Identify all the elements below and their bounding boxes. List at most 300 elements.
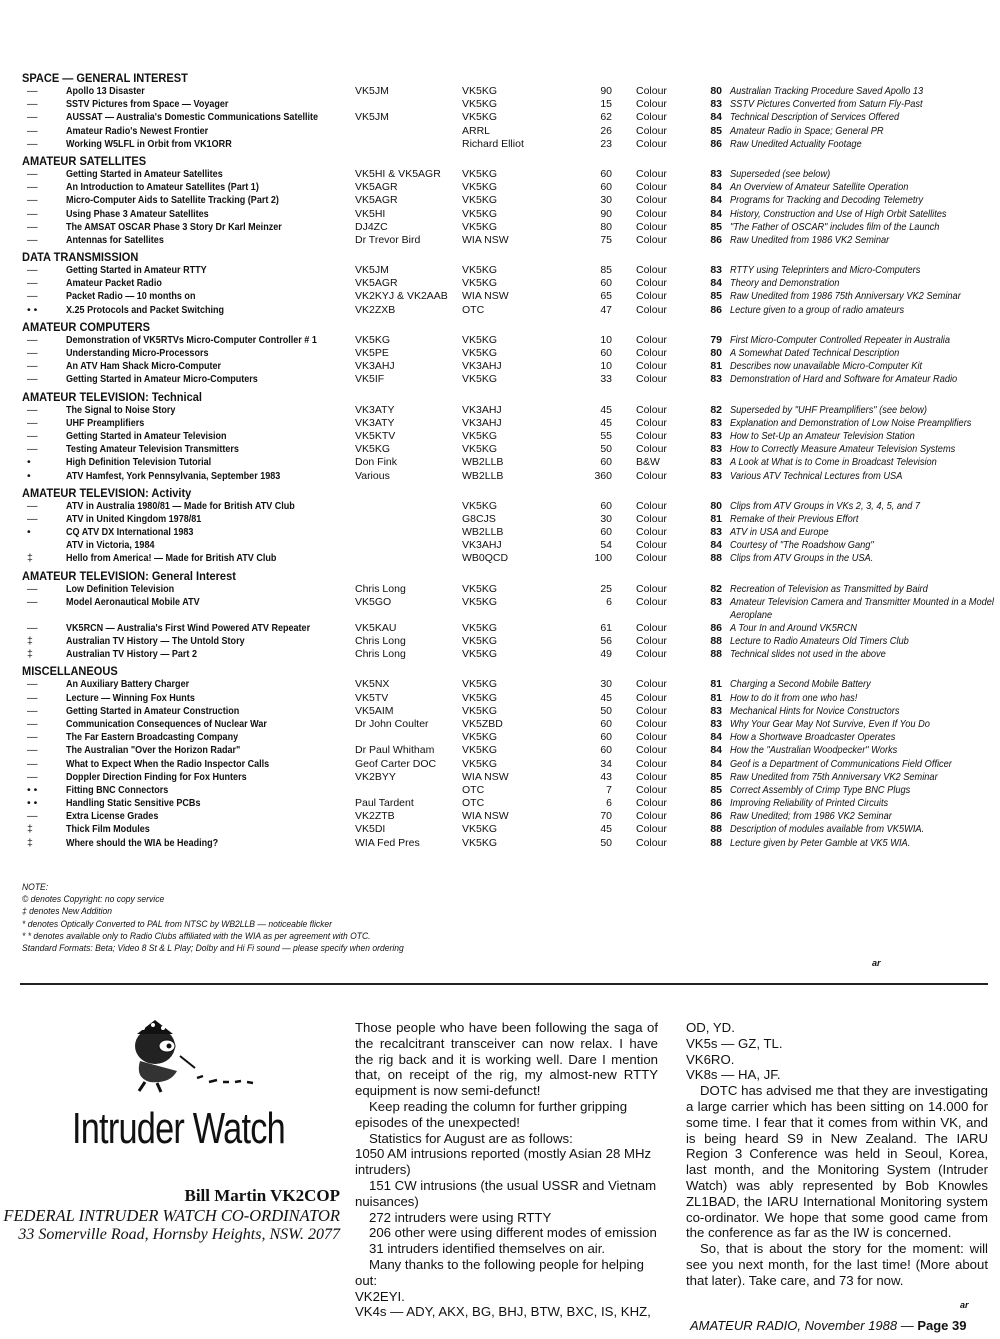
description: Charging a Second Mobile Battery bbox=[730, 678, 871, 691]
section-heading: AMATEUR TELEVISION: Technical bbox=[22, 389, 202, 404]
catalog-row bbox=[22, 797, 997, 810]
row-mark: — bbox=[27, 499, 38, 512]
description: A Tour In and Around VK5RCN bbox=[730, 621, 857, 634]
presenter: Chris Long bbox=[355, 648, 406, 661]
year: 86 bbox=[710, 137, 722, 150]
duration-minutes: 45 bbox=[600, 691, 612, 704]
article-end-mark: ar bbox=[960, 1300, 969, 1310]
catalog-row bbox=[22, 705, 997, 718]
distributor: VK5KG bbox=[462, 704, 498, 717]
row-mark: — bbox=[27, 443, 38, 456]
video-title: Getting Started in Amateur Micro-Computers bbox=[66, 373, 258, 386]
year: 81 bbox=[710, 678, 722, 691]
distributor: VK5KG bbox=[462, 691, 498, 704]
video-title: ATV in United Kingdom 1978/81 bbox=[66, 512, 202, 525]
description: Explanation and Demonstration of Low Noise Preamplifiers bbox=[730, 416, 972, 429]
distributor: WIA NSW bbox=[462, 810, 509, 823]
description: Raw Unedited; from 1986 VK2 Seminar bbox=[730, 810, 892, 823]
distributor: VK5KG bbox=[462, 443, 498, 456]
video-title: The AMSAT OSCAR Phase 3 Story Dr Karl Meinzer bbox=[66, 220, 282, 233]
description: Demonstration of Hard and Software for Amateur Radio bbox=[730, 373, 958, 386]
duration-minutes: 7 bbox=[606, 783, 612, 796]
year: 84 bbox=[710, 539, 722, 552]
video-title: The Australian "Over the Horizon Radar" bbox=[66, 744, 241, 757]
article-paragraph: Statistics for August are as follows: bbox=[369, 1130, 573, 1146]
video-title: What to Expect When the Radio Inspector Calls bbox=[66, 757, 270, 770]
format: Colour bbox=[636, 744, 667, 757]
description: Describes now unavailable Micro-Computer Kit bbox=[730, 360, 923, 373]
year: 88 bbox=[710, 836, 722, 849]
duration-minutes: 90 bbox=[600, 207, 612, 220]
description: ATV in USA and Europe bbox=[730, 526, 829, 539]
duration-minutes: 62 bbox=[600, 111, 612, 124]
catalog-row bbox=[22, 678, 997, 691]
catalog-row bbox=[22, 539, 997, 552]
catalog-row bbox=[22, 810, 997, 823]
duration-minutes: 60 bbox=[600, 499, 612, 512]
row-mark: — bbox=[27, 207, 38, 220]
format: Colour bbox=[636, 85, 667, 97]
duration-minutes: 60 bbox=[600, 717, 612, 730]
description: Description of modules available from VK5WIA. bbox=[730, 823, 925, 836]
presenter: VK5HI bbox=[355, 207, 386, 220]
format: Colour bbox=[636, 347, 667, 359]
duration-minutes: 45 bbox=[600, 823, 612, 836]
format: Colour bbox=[636, 124, 667, 137]
row-mark: — bbox=[27, 595, 38, 608]
catalog-row bbox=[22, 744, 997, 757]
description: Superseded (see below) bbox=[730, 167, 831, 180]
video-title: Apollo 13 Disaster bbox=[66, 85, 145, 97]
distributor: G8CJS bbox=[462, 512, 496, 525]
catalog-row bbox=[22, 552, 997, 565]
video-title: Understanding Micro-Processors bbox=[66, 347, 209, 359]
distributor: VK5KG bbox=[462, 111, 498, 124]
presenter: VK2BYY bbox=[355, 770, 396, 783]
format: Colour bbox=[636, 648, 667, 661]
description: Superseded by "UHF Preamplifiers" (see below) bbox=[730, 403, 927, 416]
catalog-row bbox=[22, 234, 997, 247]
row-mark: — bbox=[27, 181, 38, 194]
distributor: VK5KG bbox=[462, 181, 498, 194]
presenter: Don Fink bbox=[355, 456, 398, 469]
distributor: VK3AHJ bbox=[462, 539, 502, 552]
article-paragraph: Keep reading the column for further gripping episodes of the unexpected! bbox=[355, 1098, 628, 1130]
video-title: Lecture — Winning Fox Hunts bbox=[66, 691, 195, 704]
format: Colour bbox=[636, 621, 667, 634]
video-title: Where should the WIA be Heading? bbox=[66, 836, 219, 849]
presenter: Various bbox=[355, 469, 390, 482]
distributor: WB2LLB bbox=[462, 526, 504, 539]
duration-minutes: 60 bbox=[600, 347, 612, 359]
video-title: Amateur Radio's Newest Frontier bbox=[66, 124, 209, 137]
presenter: Dr Trevor Bird bbox=[355, 233, 421, 246]
page-number: Page 39 bbox=[917, 1318, 967, 1333]
format: Colour bbox=[636, 303, 667, 316]
row-mark: — bbox=[27, 582, 38, 595]
year: 83 bbox=[710, 373, 722, 386]
description: Technical Description of Services Offered bbox=[730, 111, 900, 124]
presenter: VK2ZTB bbox=[355, 810, 395, 823]
catalog-row bbox=[22, 470, 997, 483]
video-title: Amateur Packet Radio bbox=[66, 277, 162, 290]
video-title: Getting Started in Amateur Satellites bbox=[66, 167, 223, 180]
catalog-row bbox=[22, 526, 997, 539]
presenter: VK5PE bbox=[355, 347, 389, 359]
distributor: VK5KG bbox=[462, 836, 498, 849]
presenter: VK5TV bbox=[355, 691, 389, 704]
description: A Look at What is to Come in Broadcast Television bbox=[730, 456, 937, 469]
row-mark: — bbox=[27, 111, 38, 124]
year: 88 bbox=[710, 648, 722, 661]
distributor: VK5KG bbox=[462, 429, 498, 442]
year: 80 bbox=[710, 85, 722, 97]
video-title: Australian TV History — Part 2 bbox=[66, 648, 197, 661]
duration-minutes: 45 bbox=[600, 416, 612, 429]
duration-minutes: 55 bbox=[600, 429, 612, 442]
duration-minutes: 26 bbox=[600, 124, 612, 137]
row-mark: — bbox=[27, 98, 38, 111]
format: Colour bbox=[636, 220, 667, 233]
duration-minutes: 60 bbox=[600, 731, 612, 744]
format: Colour bbox=[636, 207, 667, 220]
year: 85 bbox=[710, 770, 722, 783]
distributor: VK5KG bbox=[462, 823, 498, 836]
distributor: VK3AHJ bbox=[462, 360, 502, 373]
row-mark: • • bbox=[27, 783, 38, 796]
duration-minutes: 50 bbox=[600, 836, 612, 849]
article-paragraph: VK2EYI. bbox=[355, 1288, 405, 1304]
format: Colour bbox=[636, 704, 667, 717]
duration-minutes: 50 bbox=[600, 704, 612, 717]
catalog-row bbox=[22, 168, 997, 181]
description: Clips from ATV Groups in the USA. bbox=[730, 552, 874, 565]
row-mark: — bbox=[27, 731, 38, 744]
video-title: Fitting BNC Connectors bbox=[66, 783, 169, 796]
presenter: VK5JM bbox=[355, 264, 389, 277]
duration-minutes: 56 bbox=[600, 635, 612, 647]
format: Colour bbox=[636, 264, 667, 277]
end-mark: ar bbox=[872, 958, 881, 968]
row-mark: • • bbox=[27, 303, 38, 316]
description: Courtesy of "The Roadshow Gang" bbox=[730, 539, 874, 552]
video-title: Demonstration of VK5RTVs Micro-Computer Controller # 1 bbox=[66, 333, 317, 346]
year: 88 bbox=[710, 635, 722, 647]
format: Colour bbox=[636, 443, 667, 456]
year: 85 bbox=[710, 220, 722, 233]
video-title: Antennas for Satellites bbox=[66, 233, 164, 246]
format: Colour bbox=[636, 823, 667, 836]
year: 84 bbox=[710, 207, 722, 220]
catalog-row bbox=[22, 290, 997, 303]
row-mark: • bbox=[27, 469, 31, 482]
description: Geof is a Department of Communications Field Officer bbox=[730, 757, 952, 770]
format: Colour bbox=[636, 552, 667, 565]
format: Colour bbox=[636, 836, 667, 849]
description: First Micro-Computer Controlled Repeater in Australia bbox=[730, 333, 950, 346]
distributor: WB2LLB bbox=[462, 456, 504, 469]
video-title: Working W5LFL in Orbit from VK1ORR bbox=[66, 137, 232, 150]
video-title: An Introduction to Amateur Satellites (Part 1) bbox=[66, 181, 259, 194]
description: How to do it from one who has! bbox=[730, 691, 858, 704]
video-title: Communication Consequences of Nuclear War bbox=[66, 717, 267, 730]
video-title: VK5RCN — Australia's First Wind Powered ATV Repeater bbox=[66, 621, 311, 634]
section-heading: AMATEUR TELEVISION: General Interest bbox=[22, 568, 236, 583]
distributor: OTC bbox=[462, 783, 485, 796]
presenter: VK5HI & VK5AGR bbox=[355, 167, 441, 180]
catalog-row bbox=[22, 596, 997, 622]
description: History, Construction and Use of High Orbit Satellites bbox=[730, 207, 947, 220]
format: Colour bbox=[636, 526, 667, 539]
row-mark: • bbox=[27, 526, 31, 539]
year: 82 bbox=[710, 403, 722, 416]
presenter: VK5AGR bbox=[355, 181, 398, 194]
duration-minutes: 54 bbox=[600, 539, 612, 552]
catalog-row bbox=[22, 443, 997, 456]
format: Colour bbox=[636, 731, 667, 744]
catalog-row bbox=[22, 334, 997, 347]
distributor: VK5KG bbox=[462, 648, 498, 661]
distributor: VK5KG bbox=[462, 194, 498, 207]
row-mark: — bbox=[27, 691, 38, 704]
section-heading: AMATEUR SATELLITES bbox=[22, 153, 147, 168]
description: Correct Assembly of Crimp Type BNC Plugs bbox=[730, 783, 911, 796]
duration-minutes: 25 bbox=[600, 582, 612, 595]
note-line: * denotes Optically Converted to PAL from NTSC by WB2LLB — noticeable flicker bbox=[22, 918, 333, 930]
catalog-row bbox=[22, 456, 997, 469]
description: Technical slides not used in the above bbox=[730, 648, 886, 661]
catalog-row bbox=[22, 125, 997, 138]
duration-minutes: 49 bbox=[600, 648, 612, 661]
row-mark: — bbox=[27, 717, 38, 730]
catalog-row bbox=[22, 277, 997, 290]
catalog-row bbox=[22, 771, 997, 784]
video-title: Low Definition Television bbox=[66, 582, 175, 595]
row-mark: ‡ bbox=[27, 552, 33, 565]
duration-minutes: 60 bbox=[600, 744, 612, 757]
distributor: OTC bbox=[462, 303, 485, 316]
year: 86 bbox=[710, 233, 722, 246]
distributor: WIA NSW bbox=[462, 770, 509, 783]
format: Colour bbox=[636, 181, 667, 194]
catalog-row bbox=[22, 181, 997, 194]
year: 80 bbox=[710, 499, 722, 512]
description: Clips from ATV Groups in VKs 2, 3, 4, 5, and 7 bbox=[730, 499, 921, 512]
format: Colour bbox=[636, 290, 667, 303]
duration-minutes: 30 bbox=[600, 194, 612, 207]
duration-minutes: 15 bbox=[600, 98, 612, 111]
format: Colour bbox=[636, 137, 667, 150]
description: Improving Reliability of Printed Circuits bbox=[730, 797, 889, 810]
presenter: VK5JM bbox=[355, 111, 389, 124]
video-title: High Definition Television Tutorial bbox=[66, 456, 212, 469]
row-mark: — bbox=[27, 416, 38, 429]
year: 83 bbox=[710, 456, 722, 469]
duration-minutes: 50 bbox=[600, 443, 612, 456]
article-column-middle bbox=[355, 1020, 658, 1320]
format: Colour bbox=[636, 111, 667, 124]
presenter: VK3ATY bbox=[355, 403, 395, 416]
video-title: UHF Preamplifiers bbox=[66, 416, 145, 429]
year: 84 bbox=[710, 757, 722, 770]
presenter: VK3AHJ bbox=[355, 360, 395, 373]
description: An Overview of Amateur Satellite Operation bbox=[730, 181, 909, 194]
format: Colour bbox=[636, 770, 667, 783]
catalog-row bbox=[22, 264, 997, 277]
description: How to Correctly Measure Amateur Television Systems bbox=[730, 443, 956, 456]
format: Colour bbox=[636, 233, 667, 246]
article-paragraph: Those people who have been following the saga of the recalcitrant transceiver can now relax. I have the rig back and it is working well. Dare I mention that, on receipt of the rig, my almost-new RTTY equipment is now semi-defunct! bbox=[355, 1020, 658, 1099]
catalog-row bbox=[22, 583, 997, 596]
video-title: Getting Started in Amateur RTTY bbox=[66, 264, 207, 277]
distributor: VK5KG bbox=[462, 207, 498, 220]
article-paragraph: VK4s — ADY, AKX, BG, BHJ, BTW, BXC, IS, KHZ, bbox=[355, 1304, 651, 1320]
year: 81 bbox=[710, 512, 722, 525]
article-paragraph: So, that is about the story for the moment: will see you next month, for the last time! (More about that later). Take care, and 73 for now. bbox=[686, 1241, 988, 1288]
year: 85 bbox=[710, 290, 722, 303]
presenter: VK5AGR bbox=[355, 194, 398, 207]
distributor: WB2LLB bbox=[462, 469, 504, 482]
distributor: VK5KG bbox=[462, 347, 498, 359]
year: 86 bbox=[710, 810, 722, 823]
format: Colour bbox=[636, 717, 667, 730]
distributor: WB0QCD bbox=[462, 552, 509, 565]
catalog-row bbox=[22, 347, 997, 360]
video-title: Doppler Direction Finding for Fox Hunters bbox=[66, 770, 247, 783]
year: 88 bbox=[710, 823, 722, 836]
year: 83 bbox=[710, 469, 722, 482]
year: 81 bbox=[710, 360, 722, 373]
article-paragraph: VK8s — HA, JF. bbox=[686, 1067, 781, 1083]
author-address: 33 Somerville Road, Hornsby Heights, NSW. 2077 bbox=[18, 1226, 340, 1243]
row-mark: — bbox=[27, 233, 38, 246]
format: Colour bbox=[636, 797, 667, 810]
video-title: Packet Radio — 10 months on bbox=[66, 290, 196, 303]
distributor: VK5KG bbox=[462, 678, 498, 691]
format: Colour bbox=[636, 757, 667, 770]
note-line: Standard Formats: Beta; Video 8 St & L Play; Dolby and Hi Fi sound — please specify when ordering bbox=[22, 943, 404, 955]
format: Colour bbox=[636, 539, 667, 552]
row-mark: — bbox=[27, 373, 38, 386]
year: 84 bbox=[710, 111, 722, 124]
year: 84 bbox=[710, 744, 722, 757]
note-line: ‡ denotes New Addition bbox=[22, 906, 112, 918]
distributor: VK3AHJ bbox=[462, 403, 502, 416]
catalog-row bbox=[22, 111, 997, 124]
video-title: Handling Static Sensitive PCBs bbox=[66, 797, 201, 810]
description: SSTV Pictures Converted from Saturn Fly-Past bbox=[730, 98, 923, 111]
year: 83 bbox=[710, 416, 722, 429]
year: 83 bbox=[710, 704, 722, 717]
catalog-row bbox=[22, 85, 997, 98]
author-name: Bill Martin VK2COP bbox=[184, 1186, 340, 1205]
note-line: NOTE: bbox=[22, 882, 49, 893]
duration-minutes: 30 bbox=[600, 678, 612, 691]
duration-minutes: 90 bbox=[600, 85, 612, 97]
video-title: Extra License Grades bbox=[66, 810, 159, 823]
format: Colour bbox=[636, 333, 667, 346]
description: RTTY using Teleprinters and Micro-Computers bbox=[730, 264, 921, 277]
duration-minutes: 6 bbox=[606, 595, 612, 608]
row-mark: — bbox=[27, 347, 38, 359]
video-title: Using Phase 3 Amateur Satellites bbox=[66, 207, 209, 220]
format: Colour bbox=[636, 595, 667, 608]
duration-minutes: 6 bbox=[606, 797, 612, 810]
format: Colour bbox=[636, 810, 667, 823]
year: 83 bbox=[710, 526, 722, 539]
video-title: The Far Eastern Broadcasting Company bbox=[66, 731, 239, 744]
description: Why Your Gear May Not Survive, Even If You Do bbox=[730, 717, 930, 730]
year: 88 bbox=[710, 552, 722, 565]
duration-minutes: 23 bbox=[600, 137, 612, 150]
section-heading: SPACE — GENERAL INTEREST bbox=[22, 71, 188, 85]
description: Lecture given by Peter Gamble at VK5 WIA. bbox=[730, 836, 911, 849]
catalog-row bbox=[22, 138, 997, 151]
video-title: ATV in Australia 1980/81 — Made for British ATV Club bbox=[66, 499, 295, 512]
duration-minutes: 47 bbox=[600, 303, 612, 316]
distributor: VK5KG bbox=[462, 85, 498, 97]
presenter: VK5IF bbox=[355, 373, 385, 386]
distributor: VK5KG bbox=[462, 98, 498, 111]
distributor: VK5KG bbox=[462, 744, 498, 757]
presenter: Geof Carter DOC bbox=[355, 757, 437, 770]
duration-minutes: 60 bbox=[600, 167, 612, 180]
catalog-notes bbox=[22, 882, 446, 955]
catalog-row bbox=[22, 304, 997, 317]
video-title: SSTV Pictures from Space — Voyager bbox=[66, 98, 229, 111]
article-paragraph: Many thanks to the following people for helping out: bbox=[355, 1256, 644, 1288]
description: How a Shortwave Broadcaster Operates bbox=[730, 731, 896, 744]
presenter: VK5JM bbox=[355, 85, 389, 97]
presenter: VK5KAU bbox=[355, 621, 397, 634]
year: 86 bbox=[710, 303, 722, 316]
intruder-watch-title: Intruder Watch bbox=[72, 1104, 285, 1153]
section-heading: DATA TRANSMISSION bbox=[22, 250, 139, 265]
description: Lecture to Radio Amateurs Old Timers Club bbox=[730, 635, 909, 647]
duration-minutes: 85 bbox=[600, 264, 612, 277]
presenter: VK5GO bbox=[355, 595, 392, 608]
distributor: VK5KG bbox=[462, 373, 498, 386]
format: Colour bbox=[636, 167, 667, 180]
year: 83 bbox=[710, 717, 722, 730]
section-heading: AMATEUR COMPUTERS bbox=[22, 319, 150, 334]
format: Colour bbox=[636, 403, 667, 416]
duration-minutes: 34 bbox=[600, 757, 612, 770]
presenter: VK5DI bbox=[355, 823, 386, 836]
description: How the "Australian Woodpecker" Works bbox=[730, 744, 898, 757]
presenter: VK5KG bbox=[355, 333, 391, 346]
presenter: Dr John Coulter bbox=[355, 717, 429, 730]
section-heading: AMATEUR TELEVISION: Activity bbox=[22, 485, 192, 500]
description: "The Father of OSCAR" includes film of the Launch bbox=[730, 220, 940, 233]
catalog-row bbox=[22, 718, 997, 731]
catalog-row bbox=[22, 731, 997, 744]
author-role: FEDERAL INTRUDER WATCH CO-ORDINATOR bbox=[3, 1206, 340, 1225]
format: Colour bbox=[636, 512, 667, 525]
row-mark: — bbox=[27, 333, 38, 346]
description: Australian Tracking Procedure Saved Apollo 13 bbox=[730, 85, 924, 97]
year: 83 bbox=[710, 264, 722, 277]
presenter: Chris Long bbox=[355, 582, 406, 595]
duration-minutes: 33 bbox=[600, 373, 612, 386]
year: 83 bbox=[710, 429, 722, 442]
section-heading: MISCELLANEOUS bbox=[22, 664, 118, 679]
distributor: Richard Elliot bbox=[462, 137, 524, 150]
distributor: ARRL bbox=[462, 124, 491, 137]
catalog-row bbox=[22, 513, 997, 526]
year: 84 bbox=[710, 181, 722, 194]
note-line: * * denotes available only to Radio Clubs affiliated with the WIA as per agreement with OTC. bbox=[22, 930, 371, 942]
